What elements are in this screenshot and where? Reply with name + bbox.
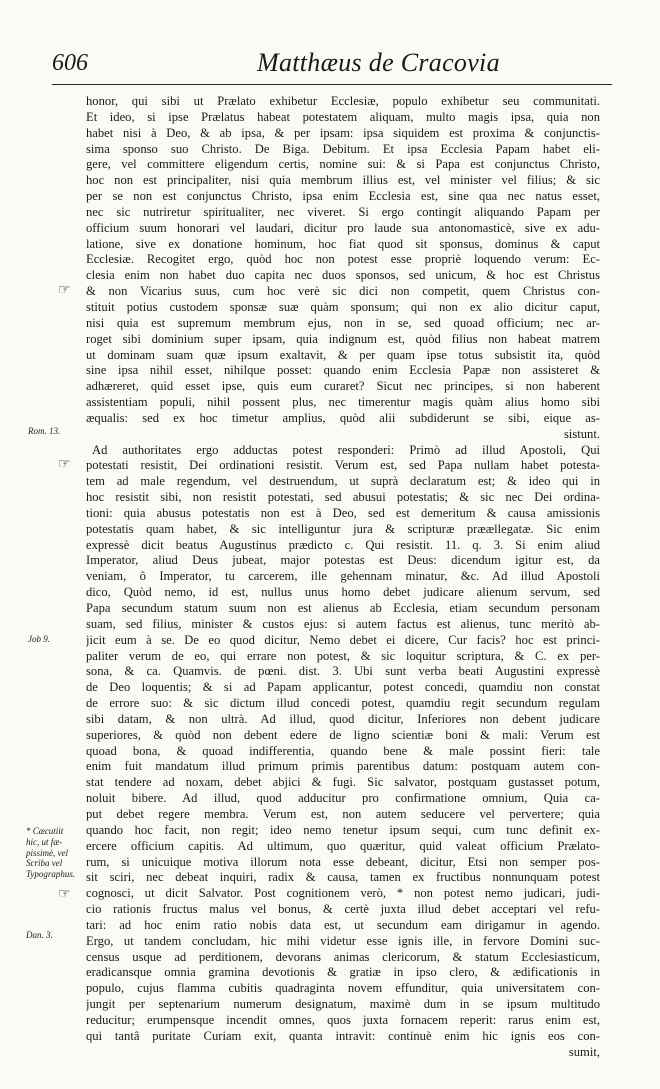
text-line: Ecclesiæ. Recogitet ergo, quòd hoc non potest esse propriè loquendo verum: Ec-	[86, 252, 600, 267]
text-line: per se non est conjunctus Christo, ipsa enim Ecclesia est, sine qua nec natus esset,	[86, 189, 600, 204]
text-line: assistentiam populi, nihil possent plus, nec timerentur magis quàm alius homo sibi	[86, 395, 600, 410]
text-line: eradicansque omnia gramina devotionis & gratiæ in ipso clero, & ædificationis in	[86, 965, 600, 980]
text-line: roget sibi dominium super ipsam, quia indignum est, quòd filius non habeat matrem	[86, 331, 600, 346]
text-line: ut dominam suam quæ ipsum exaltavit, & per quam ipse totus subsistit ita, quòd	[86, 347, 600, 362]
text-line: put debet regere membra. Verum est, non autem seducere vel pervertere; quia	[86, 806, 600, 821]
text-line: jungit per septenarium numerum designatum, maximè dum in se ipsum multitudo	[86, 997, 600, 1012]
text-line: stituit potius custodem sponsæ suæ quàm sponsum; qui non ex alio dicitur caput,	[86, 299, 600, 314]
text-line: adhæreret, quid esset ipse, quis eum curaret? Sicut nec principes, si non haberent	[86, 379, 600, 394]
text-line: suam, sed filius, minister & custos ejus: si autem factus est alienus, tunc meritò ab-	[86, 616, 600, 631]
text-line: quando hoc facit, non regit; ideo nemo tenetur ipsum sequi, cum tunc definit ex-	[86, 822, 600, 837]
text-line: nisi quia est supremum membrum ejus, non in se, sed quoad officium; nec ar-	[86, 315, 600, 330]
text-line: æqualis: sed ex hoc timetur amplius, quòd alii subdiderunt se sibi, eique as-	[86, 410, 600, 425]
pointing-hand-icon: ☞	[58, 887, 71, 902]
text-line: Imperator, aliud Deus jubeat, major potestas est Deus: dicendum igitur est, da	[86, 553, 600, 568]
text-line: habet nisi à Deo, & ab ipsa, & per ipsam: ipsa siquidem est proxima & conjunctis-	[86, 125, 600, 140]
text-line: honor, qui sibi ut Prælato exhibetur Ecclesiæ, populo exhibetur seu communitati.	[86, 94, 600, 108]
text-line: sima sponso suo Christo. De Biga. Debitum. Et ipsa Ecclesia Papam habet eli-	[86, 141, 600, 156]
margin-note-line: Typographus.	[26, 869, 76, 880]
text-line: Et ideo, si ipse Prælatus habeat potestatem aliquam, multo magis ipsa, quia non	[86, 109, 600, 124]
text-line: rum, si unicuique motiva illorum nota esse debeant, dicitur, Etsi non semper pos-	[86, 854, 600, 869]
pointing-hand-icon: ☞	[58, 457, 71, 472]
text-line: latione, sive ex donatione hominum, hoc fiat quod sit sponsus, dominus & caput	[86, 236, 600, 251]
text-line: sine ipsa nihil esset, nihilque posset: quando enim Ecclesia Papæ non assisteret &	[86, 363, 600, 378]
body-text	[86, 94, 600, 1060]
text-line: sit sciri, nec debeat inquiri, radix & causa, tamen ex fructibus nonnunquam potest	[86, 870, 600, 885]
text-line: de errore suo: & sic dictum illud concedi potest, quamdiu regit secundum regulam	[86, 696, 600, 711]
text-line: tioni: quia abusus potestatis non est à Deo, sed est demeritum & causa amissionis	[86, 505, 600, 520]
text-line: gere, vel committere eligendum certis, nomine sui: & si Papa est conjunctus Christo,	[86, 157, 600, 172]
text-line: enim fuit mandatum illud primum primis parentibus datum: postquam autem con-	[86, 759, 600, 774]
header-rule	[52, 84, 612, 85]
text-line: veniam, ô Imperator, tu carcerem, ille gehennam minatur, &c. Ad illud Apostoli	[86, 569, 600, 584]
page-header	[52, 50, 612, 80]
text-line: Ergo, ut tandem concludam, hic mihi videtur esse ignis ille, in fervore Domini suc-	[86, 933, 600, 948]
text-line: paliter verum de eo, qui errare non potest, & sic loquitur scriptura, & C. ex per-	[86, 648, 600, 663]
text-line: potestati resistit, Dei ordinationi resistit. Verum est, sed Papa nullam habet potesta-	[86, 458, 600, 473]
text-line: Papa secundum statum suum non est alienus ab Ecclesia, etiam secundum personam	[86, 601, 600, 615]
text-line: jicit eum à se. De eo quod dicitur, Nemo debet ei dicere, Cur facis? hoc est princi-	[86, 632, 600, 647]
text-line: Ad authoritates ergo adductas potest responderi: Primò ad illud Apostoli, Qui	[92, 442, 600, 457]
page-number: 606	[52, 50, 88, 76]
margin-note-line: * Cæcutiit	[26, 826, 64, 836]
margin-note-daniel: Dan. 3.	[26, 930, 53, 940]
text-line: sumit,	[568, 1044, 600, 1059]
text-line: clesia enim non habet duo capita nec duos sponsos, sed unicum, & hoc est Christus	[86, 268, 600, 283]
text-line: reducitur; erumpensque incendit omnes, quos juxta fornacem reperit: rarus enim est,	[86, 1012, 600, 1027]
text-line: hoc non est principaliter, nisi quia membrum illius est, vel minister vel filius; & sic	[86, 173, 600, 188]
text-line: ercere officium capitis. Ad ultimum, quo quæritur, quid valeat officium Prælato-	[86, 838, 600, 853]
text-line: census usque ad perditionem, devorans animas clericorum, & statum Ecclesiasticum,	[86, 949, 600, 964]
margin-note-romans: Rom. 13.	[28, 426, 61, 436]
text-line: stat tendere ad noxam, debet abjici & fugi. Sic salvator, postquam gustasset potum,	[86, 775, 600, 790]
text-line: potestatis quam habet, & sic intelliguntur jura & scripturæ præællegatæ. Sic enim	[86, 521, 600, 536]
text-line: sibi datam, & non ultrà. Ad illud, quod dicitur, Inferiores non debent judicare	[86, 711, 600, 726]
margin-note-line: Scriba vel	[26, 858, 63, 869]
text-line: tem ad male regendum, vel destruendum, ut suprà declaratum est; & ideo qui in	[86, 474, 600, 489]
margin-note-line: pissimè, vel	[26, 847, 68, 858]
text-line: qui tantâ puritate Curiam exit, quanta intravit: continuè enim hic ignis eos con-	[86, 1028, 600, 1043]
text-line: noluit bibere. Ad illud, quod adducitur pro confirmatione omnium, Quia ca-	[86, 791, 600, 806]
text-line: tari: ad hoc enim ratio nobis data est, ut secundum eam dirigamur in agendo.	[86, 917, 600, 932]
text-line: cio rationis fructus malus vel bonus, & certè juxta illud debet acceptari vel refu-	[86, 902, 600, 917]
text-line: quoad bona, & quoad indifferentia, quando bene & male possint fieri: tale	[86, 743, 600, 758]
running-title: Matthæus de Cracovia	[257, 48, 500, 77]
pointing-hand-icon: ☞	[58, 283, 71, 298]
margin-note-job: Job 9.	[28, 634, 50, 644]
text-line: superiores, & quòd non debent edere de ligno scientiæ boni & mali: Verum est	[86, 727, 600, 742]
text-line: dico, Quòd nemo, id est, nullus unus homo debet judicare alienum servum, sed	[86, 585, 600, 600]
text-line: expressè dicit beatus Augustinus prædicto c. Qui resistit. 11. q. 3. Si enim aliud	[86, 537, 600, 552]
text-line: officium suum honorari vel laudari, dicitur pro laude sua antonomasticè, sive ex adu-	[86, 220, 600, 235]
text-line: populo, cujus flamma cubitis quadraginta novem effunditur, quia universitatem con-	[86, 981, 600, 996]
margin-note-caecutiit	[26, 826, 75, 880]
text-line: nec sic nutriretur spiritualiter, nec viveret. Si ergo contingit aliquando Papam per	[86, 204, 600, 219]
text-line: hoc resistit sibi, non resistit potestati, sed abusui potestatis; & sic nec Dei ordina-	[86, 490, 600, 505]
text-line: cognosci, ut dicit Salvator. Post cognitionem verò, * non potest nemo judicari, judi-	[86, 886, 600, 901]
text-line: de Deo loquentis; & si ad Papam applicantur, potest concedi, quamdiu non constat	[86, 680, 600, 695]
margin-note-line: hic, ut fæ-	[26, 836, 63, 847]
text-line: sona, & ca. Quamvis. de pœni. dist. 3. Ubi sunt verba beati Augustini expressè	[86, 664, 600, 679]
text-line: sistunt.	[563, 426, 600, 441]
text-line: & non Vicarius suus, cum hoc verè sic dici non competit, quem Christus con-	[86, 284, 600, 299]
